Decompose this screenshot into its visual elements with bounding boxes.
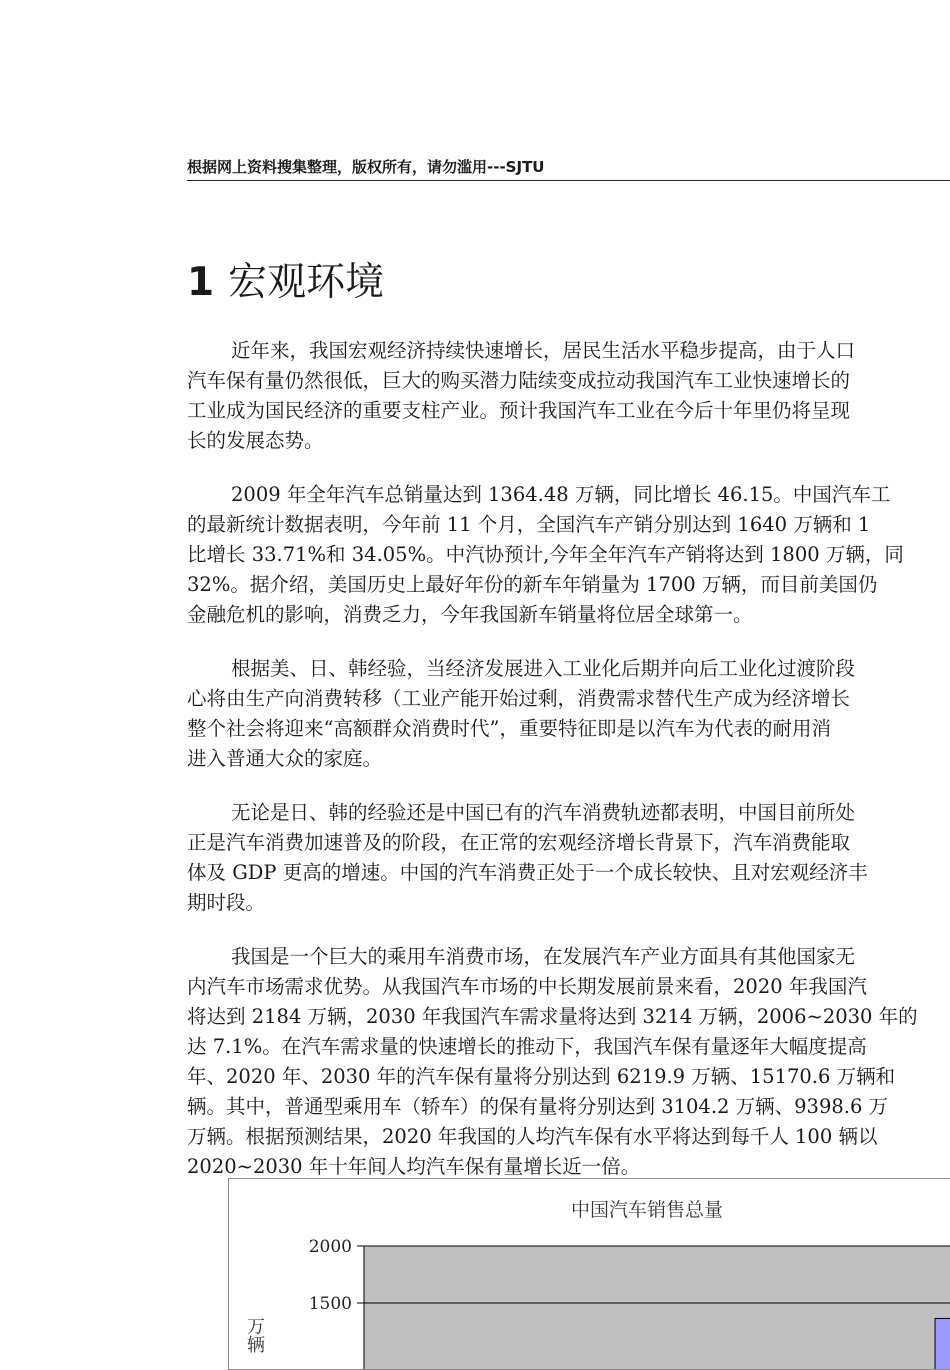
text-line: 比增长 33.71%和 34.05%。中汽协预计,今年全年汽车产销将达到 1800 万辆，同 — [187, 543, 904, 566]
chart-y-axis-label: 万辆 — [244, 1317, 265, 1353]
text-line: 2020~2030 年十年间人均汽车保有量增长近一倍。 — [187, 1155, 641, 1178]
text-line: 进入普通大众的家庭。 — [187, 747, 383, 770]
y-tick-label: 1500 — [308, 1294, 352, 1314]
text-line: 内汽车市场需求优势。从我国汽车市场的中长期发展前景来看，2020 年我国汽 — [187, 975, 867, 998]
paragraph — [187, 798, 950, 918]
text-line: 的最新统计数据表明，今年前 11 个月，全国汽车产销分别达到 1640 万辆和 1 — [187, 513, 871, 536]
text-line: 万辆。根据预测结果，2020 年我国的人均汽车保有水平将达到每千人 100 辆以 — [187, 1125, 878, 1148]
sales-chart — [228, 1178, 950, 1370]
section-number: 1 — [187, 260, 215, 305]
paragraph — [187, 480, 950, 630]
text-line: 达 7.1%。在汽车需求量的快速增长的推动下，我国汽车保有量逐年大幅度提高 — [187, 1035, 867, 1058]
text-line: 32%。据介绍，美国历史上最好年份的新车年销量为 1700 万辆，而目前美国仍 — [187, 573, 878, 596]
text-line: 工业成为国民经济的重要支柱产业。预计我国汽车工业在今后十年里仍将呈现 — [187, 399, 851, 422]
y-tick-label: 2000 — [308, 1237, 352, 1257]
text-line: 期时段。 — [187, 891, 266, 914]
text-line: 无论是日、韩的经验还是中国已有的汽车消费轨迹都表明，中国目前所处 — [231, 801, 856, 824]
text-line: 汽车保有量仍然很低，巨大的购买潜力陆续变成拉动我国汽车工业快速增长的 — [187, 369, 851, 392]
section-heading — [187, 258, 384, 308]
paragraph — [187, 336, 950, 456]
text-line: 我国是一个巨大的乘用车消费市场，在发展汽车产业方面具有其他国家无 — [231, 945, 856, 968]
text-line: 2009 年全年汽车总销量达到 1364.48 万辆，同比增长 46.15。中国汽车工 — [231, 483, 891, 506]
text-line: 心将由生产向消费转移（工业产能开始过剩，消费需求替代生产成为经济增长 — [187, 687, 851, 710]
paragraph — [187, 654, 950, 774]
plot-area — [364, 1246, 950, 1369]
bar — [935, 1318, 950, 1369]
chart-title: 中国汽车销售总量 — [570, 1199, 723, 1221]
text-line: 体及 GDP 更高的增速。中国的汽车消费正处于一个成长较快、且对宏观经济丰 — [187, 861, 868, 884]
text-line: 年、2020 年、2030 年的汽车保有量将分别达到 6219.9 万辆、15170.6 万辆和 — [187, 1065, 896, 1088]
text-line: 长的发展态势。 — [187, 429, 324, 452]
page-header: 根据网上资料搜集整理，版权所有，请勿滥用---SJTU — [187, 156, 950, 181]
text-line: 金融危机的影响，消费乏力，今年我国新车销量将位居全球第一。 — [187, 603, 753, 626]
text-line: 正是汽车消费加速普及的阶段，在正常的宏观经济增长背景下，汽车消费能取 — [187, 831, 851, 854]
text-line: 整个社会将迎来“高额群众消费时代”，重要特征即是以汽车为代表的耐用消 — [187, 717, 831, 740]
section-title: 宏观环境 — [228, 260, 385, 305]
text-line: 辆。其中，普通型乘用车（轿车）的保有量将分别达到 3104.2 万辆、9398.6 万 — [187, 1095, 889, 1118]
text-line: 近年来，我国宏观经济持续快速增长，居民生活水平稳步提高，由于人口 — [231, 339, 856, 362]
paragraph — [187, 942, 950, 1182]
text-line: 将达到 2184 万辆，2030 年我国汽车需求量将达到 3214 万辆，2006~2030 年的 — [187, 1005, 918, 1028]
text-line: 根据美、日、韩经验，当经济发展进入工业化后期并向后工业化过渡阶段 — [231, 657, 856, 680]
body-text — [187, 336, 950, 1206]
